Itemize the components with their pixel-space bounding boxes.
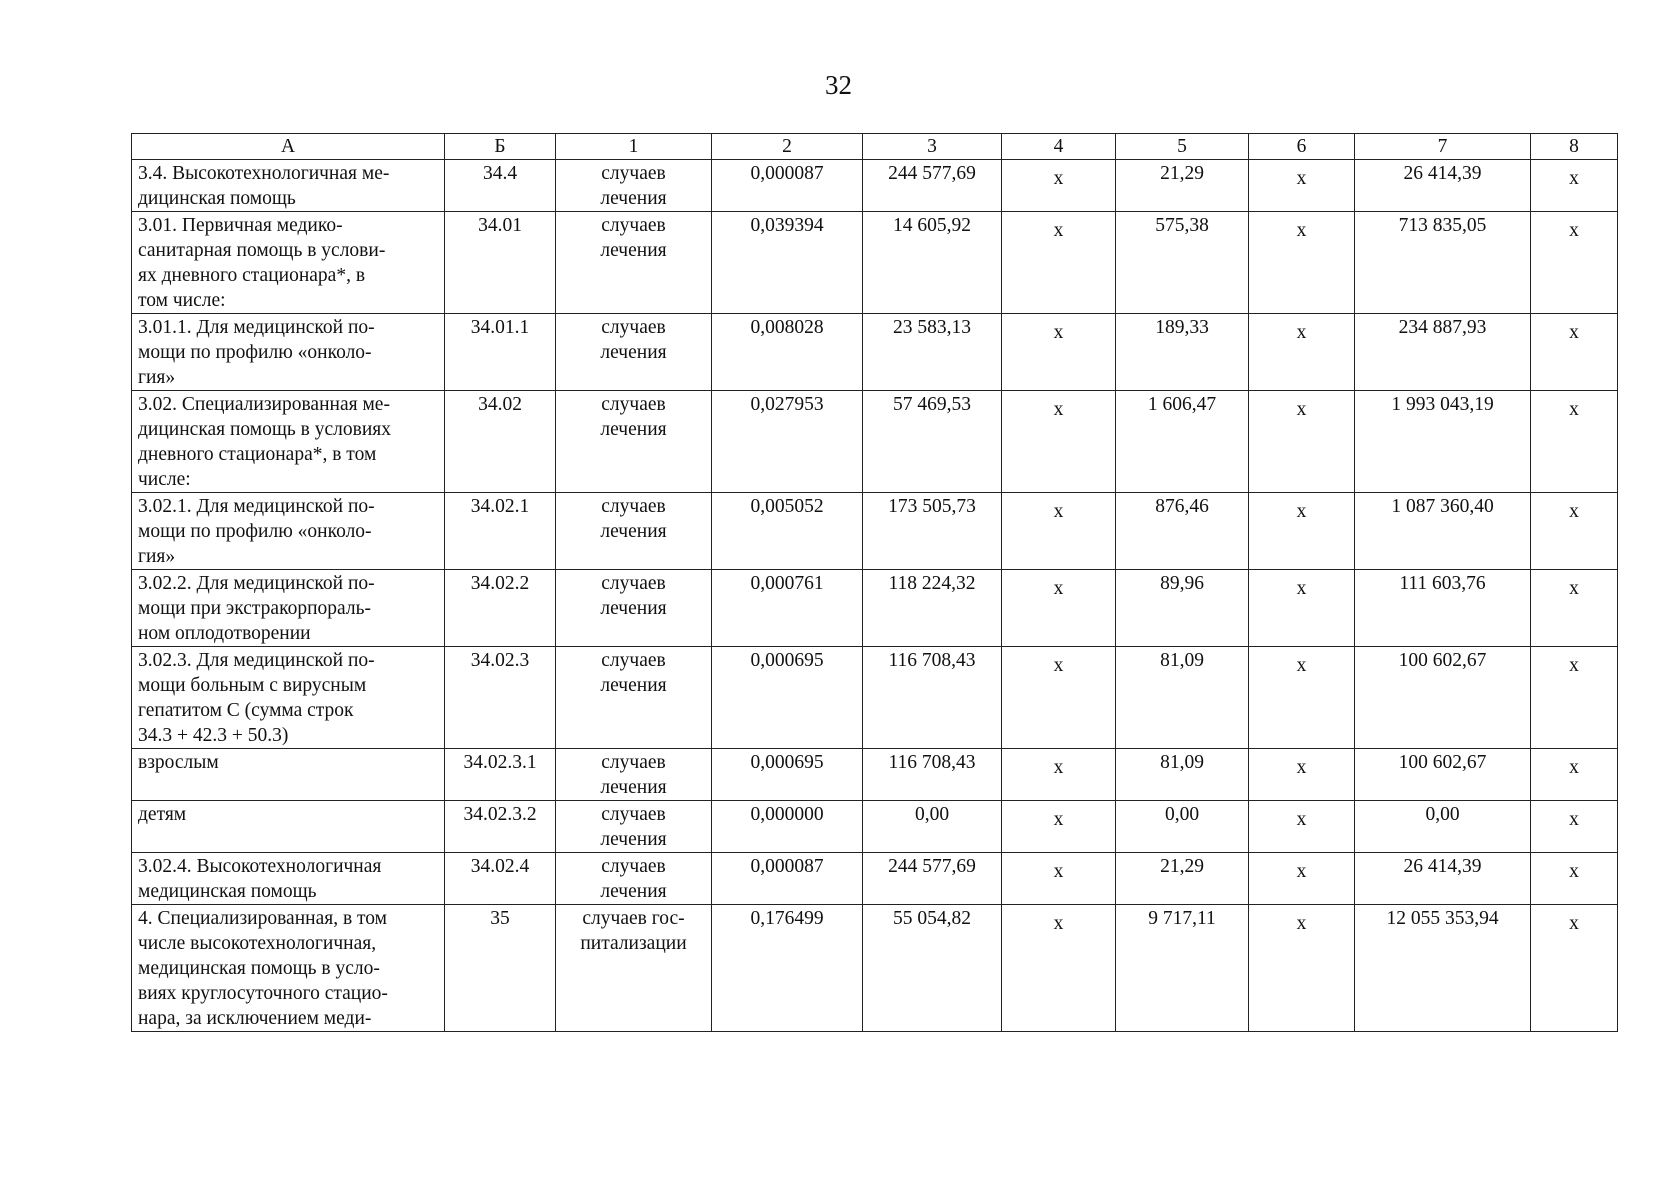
cell-c8: х — [1531, 391, 1618, 493]
cell-c8: х — [1531, 749, 1618, 801]
cell-c7: 26 414,39 — [1355, 160, 1531, 212]
cell-code: 34.02 — [445, 391, 556, 493]
cell-c4: х — [1002, 749, 1116, 801]
cell-c7: 100 602,67 — [1355, 749, 1531, 801]
cell-c8: х — [1531, 647, 1618, 749]
table-row — [132, 570, 1618, 647]
cell-c2: 0,000087 — [712, 853, 863, 905]
header-cell: 1 — [556, 134, 712, 160]
cell-c3: 118 224,32 — [863, 570, 1002, 647]
cell-c2: 0,000000 — [712, 801, 863, 853]
cell-name: 3.01. Первичная медико- санитарная помощь в услови- ях дневного стационара*, в том числе: — [132, 212, 445, 314]
cell-c7: 0,00 — [1355, 801, 1531, 853]
cell-name: 3.01.1. Для медицинской по- мощи по профилю «онколо- гия» — [132, 314, 445, 391]
table-row — [132, 749, 1618, 801]
header-cell: 5 — [1116, 134, 1249, 160]
header-cell: 4 — [1002, 134, 1116, 160]
cell-c4: х — [1002, 212, 1116, 314]
cell-code: 34.02.4 — [445, 853, 556, 905]
cell-c5: 1 606,47 — [1116, 391, 1249, 493]
cell-c2: 0,000761 — [712, 570, 863, 647]
cell-code: 34.01.1 — [445, 314, 556, 391]
cell-c5: 89,96 — [1116, 570, 1249, 647]
cell-c2: 0,039394 — [712, 212, 863, 314]
cell-c8: х — [1531, 212, 1618, 314]
cell-unit: случаев лечения — [556, 160, 712, 212]
cell-c4: х — [1002, 160, 1116, 212]
cell-c7: 100 602,67 — [1355, 647, 1531, 749]
header-cell: 2 — [712, 134, 863, 160]
cell-c7: 26 414,39 — [1355, 853, 1531, 905]
cell-name: 3.02. Специализированная ме- дицинская помощь в условиях дневного стационара*, в том числе: — [132, 391, 445, 493]
cell-c3: 55 054,82 — [863, 905, 1002, 1032]
table-row — [132, 160, 1618, 212]
cell-unit: случаев лечения — [556, 749, 712, 801]
cell-unit: случаев лечения — [556, 391, 712, 493]
cell-c4: х — [1002, 647, 1116, 749]
data-table — [131, 133, 1618, 1032]
cell-unit: случаев лечения — [556, 314, 712, 391]
cell-c4: х — [1002, 905, 1116, 1032]
cell-c6: х — [1249, 160, 1355, 212]
cell-c5: 189,33 — [1116, 314, 1249, 391]
cell-c3: 244 577,69 — [863, 853, 1002, 905]
cell-c7: 12 055 353,94 — [1355, 905, 1531, 1032]
cell-c4: х — [1002, 493, 1116, 570]
cell-c3: 116 708,43 — [863, 749, 1002, 801]
cell-c6: х — [1249, 905, 1355, 1032]
cell-unit: случаев лечения — [556, 212, 712, 314]
cell-name: 3.02.1. Для медицинской по- мощи по профилю «онколо- гия» — [132, 493, 445, 570]
cell-c2: 0,005052 — [712, 493, 863, 570]
header-cell: А — [132, 134, 445, 160]
cell-c3: 244 577,69 — [863, 160, 1002, 212]
cell-name: 3.02.4. Высокотехнологичная медицинская помощь — [132, 853, 445, 905]
cell-c4: х — [1002, 391, 1116, 493]
cell-name: взрослым — [132, 749, 445, 801]
cell-c3: 0,00 — [863, 801, 1002, 853]
cell-c5: 9 717,11 — [1116, 905, 1249, 1032]
cell-c5: 81,09 — [1116, 749, 1249, 801]
cell-c7: 234 887,93 — [1355, 314, 1531, 391]
cell-name: детям — [132, 801, 445, 853]
cell-c7: 713 835,05 — [1355, 212, 1531, 314]
cell-c8: х — [1531, 314, 1618, 391]
cell-c7: 1 993 043,19 — [1355, 391, 1531, 493]
cell-c2: 0,000087 — [712, 160, 863, 212]
cell-c6: х — [1249, 570, 1355, 647]
cell-unit: случаев лечения — [556, 493, 712, 570]
cell-code: 34.02.3.2 — [445, 801, 556, 853]
table-row — [132, 905, 1618, 1032]
cell-c7: 111 603,76 — [1355, 570, 1531, 647]
cell-unit: случаев лечения — [556, 853, 712, 905]
cell-code: 34.01 — [445, 212, 556, 314]
cell-c2: 0,008028 — [712, 314, 863, 391]
cell-c6: х — [1249, 647, 1355, 749]
table-row — [132, 853, 1618, 905]
cell-unit: случаев лечения — [556, 570, 712, 647]
header-row — [132, 134, 1618, 160]
cell-c6: х — [1249, 212, 1355, 314]
cell-c3: 23 583,13 — [863, 314, 1002, 391]
header-cell: 7 — [1355, 134, 1531, 160]
cell-c6: х — [1249, 853, 1355, 905]
cell-c8: х — [1531, 160, 1618, 212]
cell-c6: х — [1249, 314, 1355, 391]
cell-name: 3.4. Высокотехнологичная ме- дицинская помощь — [132, 160, 445, 212]
cell-c5: 81,09 — [1116, 647, 1249, 749]
page-number: 32 — [825, 70, 852, 100]
cell-c6: х — [1249, 801, 1355, 853]
cell-c8: х — [1531, 570, 1618, 647]
cell-c2: 0,000695 — [712, 647, 863, 749]
cell-c2: 0,000695 — [712, 749, 863, 801]
cell-c8: х — [1531, 493, 1618, 570]
cell-c6: х — [1249, 391, 1355, 493]
cell-c7: 1 087 360,40 — [1355, 493, 1531, 570]
header-cell: 8 — [1531, 134, 1618, 160]
cell-unit: случаев лечения — [556, 801, 712, 853]
cell-unit: случаев гос- питализации — [556, 905, 712, 1032]
cell-c6: х — [1249, 749, 1355, 801]
table-row — [132, 212, 1618, 314]
cell-unit: случаев лечения — [556, 647, 712, 749]
cell-c4: х — [1002, 801, 1116, 853]
header-cell: 3 — [863, 134, 1002, 160]
cell-c8: х — [1531, 801, 1618, 853]
cell-c5: 21,29 — [1116, 160, 1249, 212]
cell-c3: 173 505,73 — [863, 493, 1002, 570]
cell-code: 34.02.2 — [445, 570, 556, 647]
table-row — [132, 801, 1618, 853]
cell-code: 34.02.3 — [445, 647, 556, 749]
cell-name: 3.02.3. Для медицинской по- мощи больным с вирусным гепатитом С (сумма строк 34.3 + 42.3 + 50.3) — [132, 647, 445, 749]
cell-code: 34.02.1 — [445, 493, 556, 570]
cell-c8: х — [1531, 853, 1618, 905]
cell-c2: 0,176499 — [712, 905, 863, 1032]
cell-c2: 0,027953 — [712, 391, 863, 493]
cell-c8: х — [1531, 905, 1618, 1032]
cell-c4: х — [1002, 570, 1116, 647]
cell-name: 4. Специализированная, в том числе высокотехнологичная, медицинская помощь в усло- виях круглосуточного стацио- нара, за исключением меди- — [132, 905, 445, 1032]
cell-code: 34.4 — [445, 160, 556, 212]
table-row — [132, 391, 1618, 493]
cell-c4: х — [1002, 314, 1116, 391]
cell-code: 34.02.3.1 — [445, 749, 556, 801]
cell-c5: 575,38 — [1116, 212, 1249, 314]
header-cell: 6 — [1249, 134, 1355, 160]
table-row — [132, 647, 1618, 749]
cell-name: 3.02.2. Для медицинской по- мощи при экстракорпораль- ном оплодотворении — [132, 570, 445, 647]
table-row — [132, 493, 1618, 570]
cell-c5: 0,00 — [1116, 801, 1249, 853]
cell-c4: х — [1002, 853, 1116, 905]
cell-c5: 21,29 — [1116, 853, 1249, 905]
cell-c5: 876,46 — [1116, 493, 1249, 570]
cell-c3: 57 469,53 — [863, 391, 1002, 493]
table-row — [132, 314, 1618, 391]
cell-code: 35 — [445, 905, 556, 1032]
cell-c3: 116 708,43 — [863, 647, 1002, 749]
cell-c3: 14 605,92 — [863, 212, 1002, 314]
cell-c6: х — [1249, 493, 1355, 570]
header-cell: Б — [445, 134, 556, 160]
